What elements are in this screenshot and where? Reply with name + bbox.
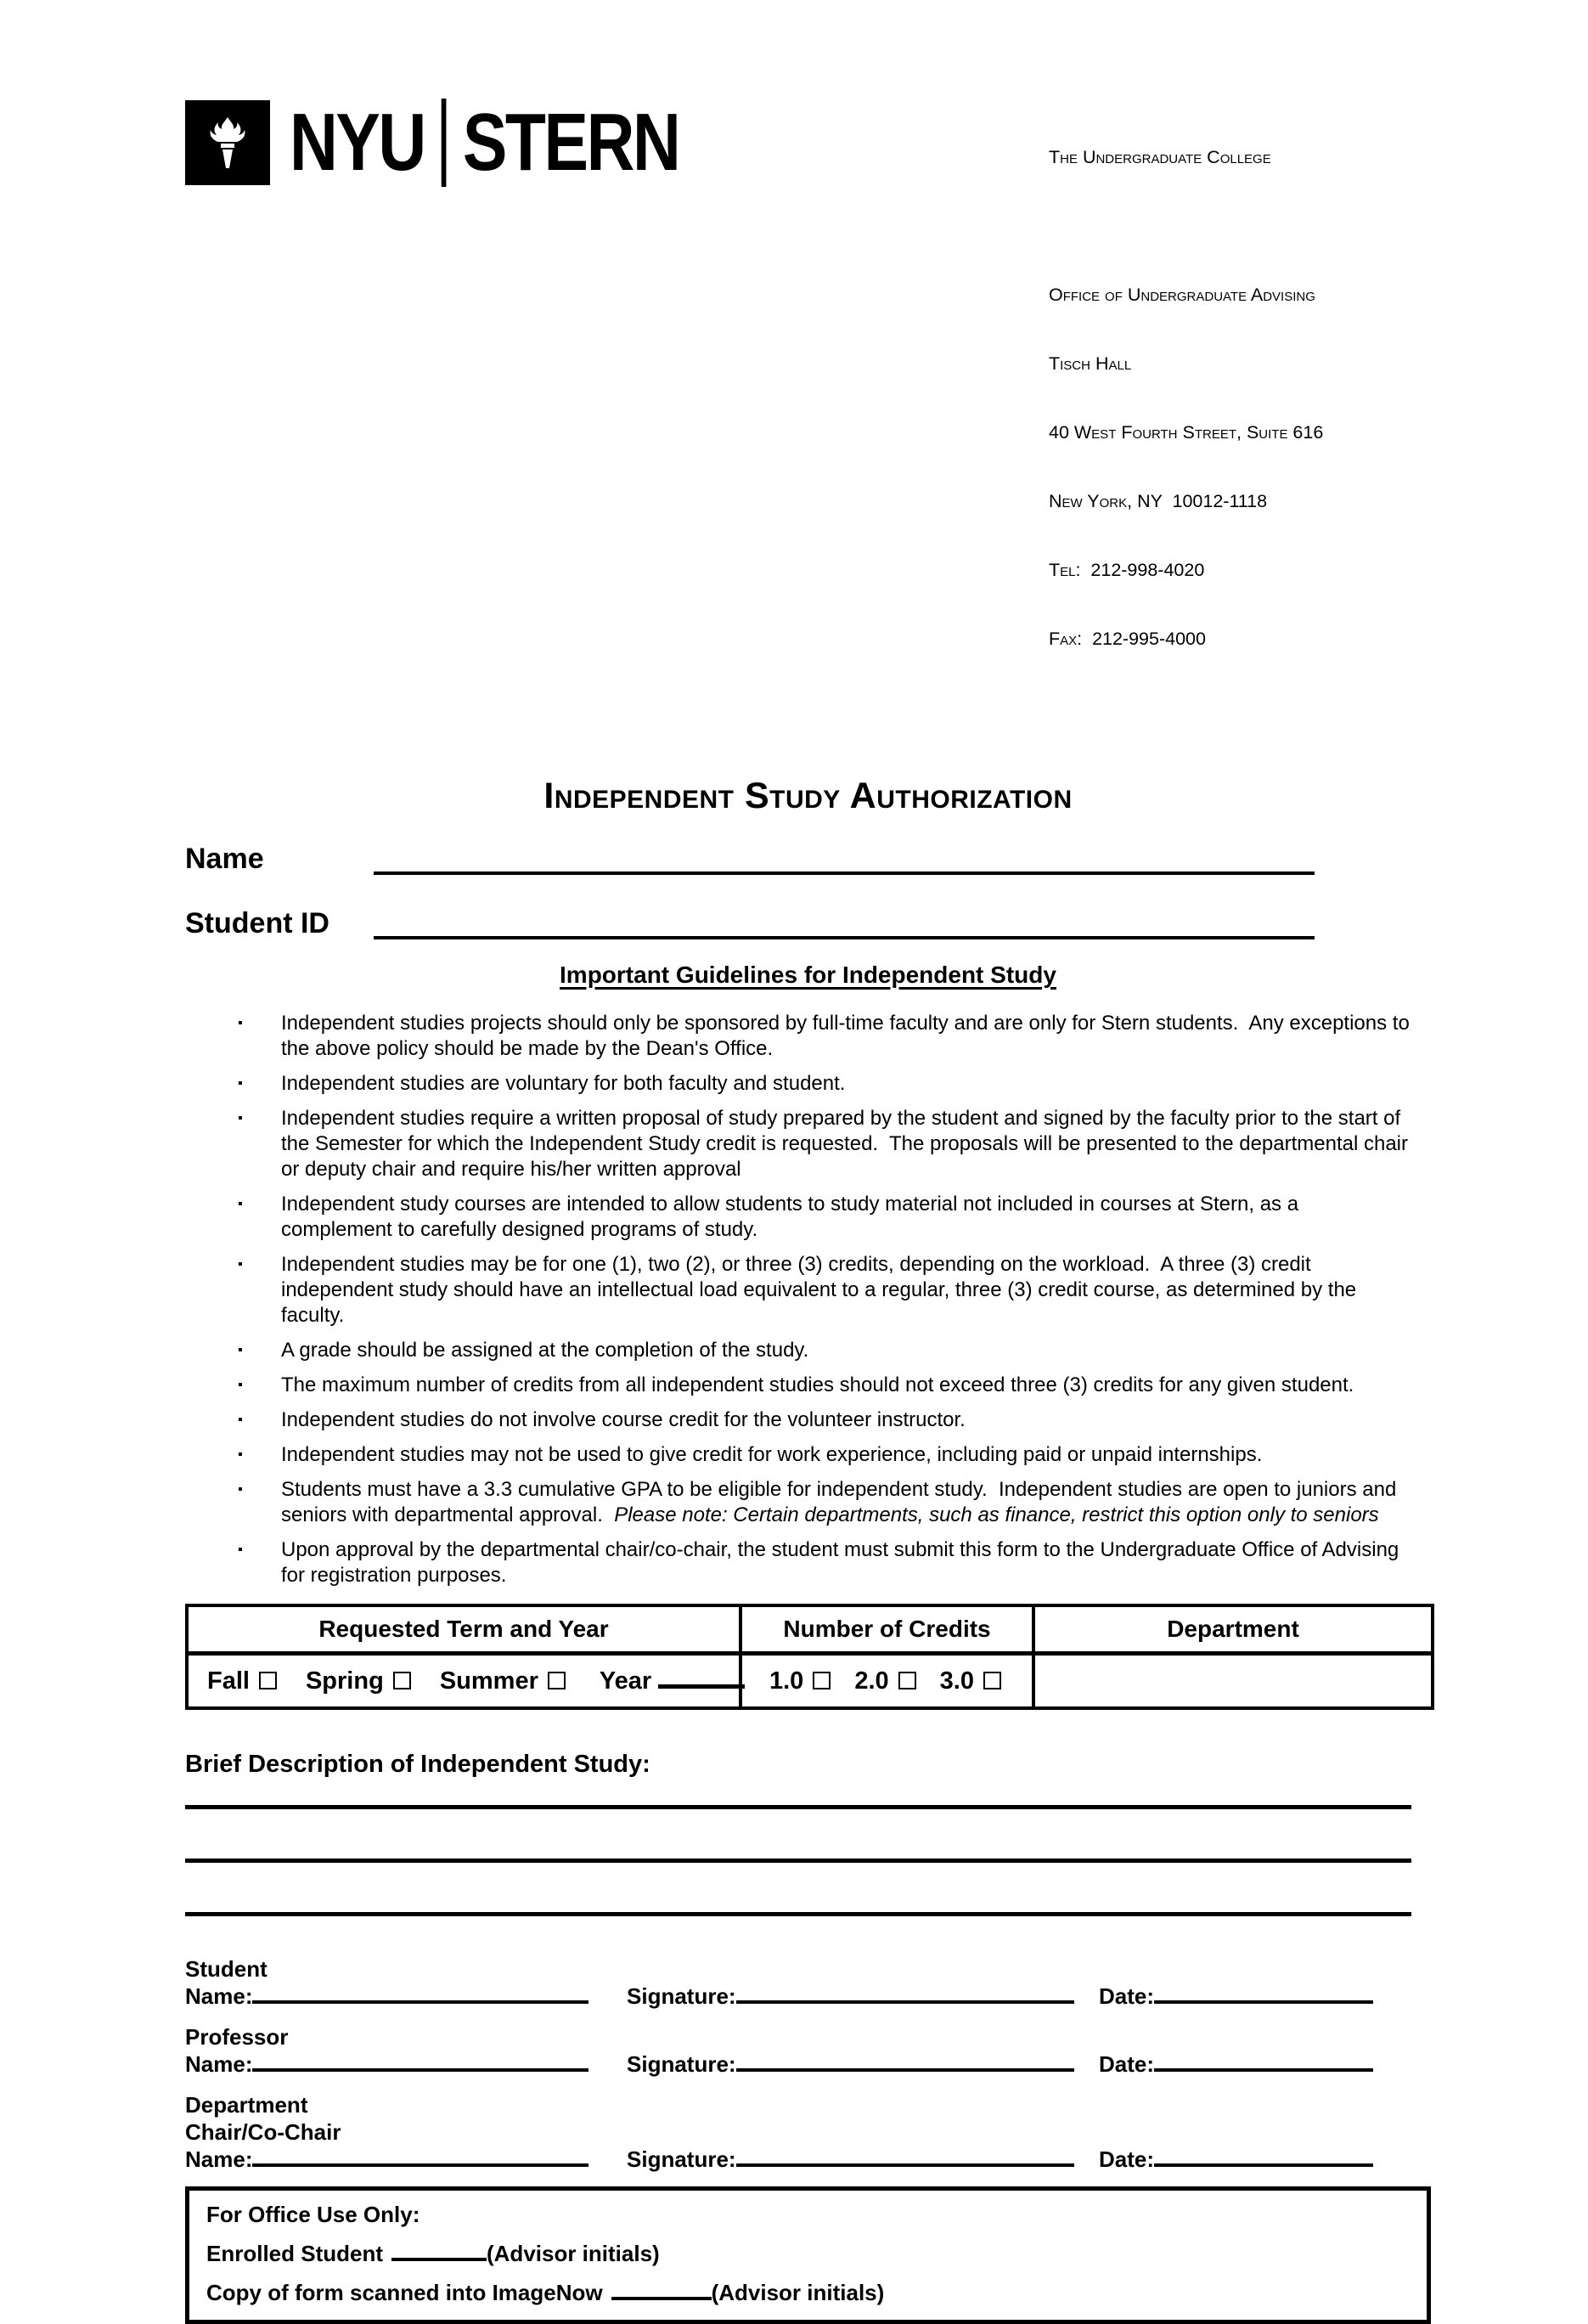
guideline-item: ▪ Independent studies projects should only be sponsored by full-time faculty and are only for Stern students. Any exceptions to the above policy should be made by the Dean's Office. <box>238 1012 1416 1060</box>
guidelines-list <box>236 1011 1416 1588</box>
bullet-icon: ▪ <box>238 1197 243 1211</box>
year-label: Year <box>599 1667 652 1695</box>
chair-date-cell <box>1099 2146 1431 2173</box>
column-header-department: Department <box>1033 1605 1433 1654</box>
role-label: Chair/Co-Chair <box>185 2119 341 2145</box>
professor-signature-cell <box>627 2050 1099 2078</box>
name-label: Name: <box>185 1983 253 2009</box>
credit-1-checkbox[interactable] <box>813 1672 831 1689</box>
enrolled-student-label: Enrolled Student <box>206 2241 383 2266</box>
office-use-box <box>185 2186 1431 2324</box>
term-cell <box>187 1654 741 1709</box>
student-id-label: Student ID <box>185 907 329 939</box>
address-line-fax: Fax: 212-995-4000 <box>1049 629 1206 649</box>
office-use-heading: For Office Use Only: <box>206 2202 420 2227</box>
bullet-icon: ▪ <box>238 1482 243 1497</box>
signature-label: Signature: <box>627 2146 736 2172</box>
student-id-field-row <box>185 905 1431 939</box>
address-line-tel: Tel: 212-998-4020 <box>1049 560 1205 580</box>
role-label: Professor <box>185 2024 289 2050</box>
nyu-wordmark: NYU <box>289 97 425 188</box>
credit-2-checkbox[interactable] <box>898 1672 916 1689</box>
guideline-item: ▪ Students must have a 3.3 cumulative GPA to be eligible for independent study. Independent studies are open to juniors and seniors with departmental approval. Please note: Certain departments, such as finance, restrict this option only to seniors <box>238 1478 1402 1526</box>
address-line-office: Office of Undergraduate Advising <box>1049 285 1315 305</box>
professor-date-line[interactable] <box>1154 2051 1373 2072</box>
summer-label: Summer <box>439 1667 538 1695</box>
bullet-icon: ▪ <box>238 1413 243 1427</box>
college-name: The Undergraduate College <box>1049 147 1271 167</box>
name-label: Name <box>185 843 264 875</box>
guideline-item: ▪ The maximum number of credits from all independent studies should not exceed three (3) credits for any given student. <box>238 1374 1354 1396</box>
column-header-term: Requested Term and Year <box>187 1605 741 1654</box>
guideline-item: ▪ Independent studies require a written proposal of study prepared by the student and signed by the faculty prior to the start of the Semester for which the Independent Study credit is requested. The proposals will be presented to the departmental chair or deputy chair and require his/her written approval <box>238 1107 1414 1181</box>
page-header <box>185 95 1431 697</box>
logo-wordmark <box>270 95 679 190</box>
guideline-item: ▪ A grade should be assigned at the completion of the study. <box>238 1339 809 1362</box>
bullet-icon: ▪ <box>238 1543 243 1557</box>
chair-signature-cell <box>627 2146 1099 2173</box>
professor-signature-line[interactable] <box>736 2051 1074 2072</box>
professor-date-cell <box>1099 2050 1431 2078</box>
professor-name-cell <box>185 2023 627 2078</box>
signature-section <box>185 1955 1431 2173</box>
guideline-note-italic: Please note: Certain departments, such as finance, restrict this option only to seniors <box>614 1503 1379 1526</box>
chair-name-cell <box>185 2091 627 2173</box>
signature-row-student <box>185 1955 1431 2010</box>
guideline-item: ▪ Independent studies may be for one (1), two (2), or three (3) credits, depending on the workload. A three (3) credit independent study should have an intellectual load equivalent to a regular, three (3) credit course, as determined by the faculty. <box>238 1253 1362 1327</box>
student-signature-line[interactable] <box>736 1983 1074 2004</box>
bullet-icon: ▪ <box>238 1111 243 1125</box>
imagenow-row <box>206 2279 1411 2306</box>
guidelines-heading: Important Guidelines for Independent Study <box>560 962 1056 988</box>
column-header-credits: Number of Credits <box>741 1605 1033 1654</box>
advisor-initials-label: (Advisor initials) <box>487 2241 660 2266</box>
fall-label: Fall <box>207 1667 250 1695</box>
address-line-street: 40 West Fourth Street, Suite 616 <box>1049 422 1324 443</box>
logo-divider <box>441 99 446 187</box>
year-field-line[interactable] <box>658 1667 745 1689</box>
table-data-row <box>187 1654 1433 1709</box>
date-label: Date: <box>1099 2051 1155 2077</box>
date-label: Date: <box>1099 1983 1155 2009</box>
page-title: Independent Study Authorization <box>543 776 1073 816</box>
student-date-line[interactable] <box>1154 1983 1373 2004</box>
summer-checkbox[interactable] <box>548 1672 566 1689</box>
imagenow-label: Copy of form scanned into ImageNow <box>206 2280 603 2305</box>
bullet-icon: ▪ <box>238 1257 243 1272</box>
address-line-hall: Tisch Hall <box>1049 353 1132 374</box>
stern-wordmark: STERN <box>462 97 679 188</box>
advisor-initials-label: (Advisor initials) <box>711 2280 885 2305</box>
enrolled-student-line[interactable] <box>391 2241 487 2261</box>
name-label: Name: <box>185 2051 253 2077</box>
description-heading: Brief Description of Independent Study: <box>185 1751 650 1778</box>
guideline-item: ▪ Independent study courses are intended to allow students to study material not included in courses at Stern, as a complement to carefully designed programs of study. <box>238 1193 1304 1241</box>
guideline-item: ▪ Independent studies do not involve course credit for the volunteer instructor. <box>238 1408 966 1431</box>
name-field-line[interactable] <box>374 841 1315 875</box>
description-line-1[interactable] <box>185 1780 1411 1809</box>
torch-icon <box>185 100 270 185</box>
guideline-item: ▪ Independent studies may not be used to give credit for work experience, including paid or unpaid internships. <box>238 1443 1263 1466</box>
student-id-field-line[interactable] <box>374 905 1315 939</box>
signature-row-chair <box>185 2091 1431 2173</box>
guideline-item: ▪ Independent studies are voluntary for both faculty and student. <box>238 1072 846 1095</box>
chair-signature-line[interactable] <box>736 2146 1074 2167</box>
nyu-stern-logo <box>185 95 769 190</box>
name-label: Name: <box>185 2146 253 2172</box>
student-signature-cell <box>627 1983 1099 2010</box>
guideline-item: ▪ Upon approval by the departmental chair/co-chair, the student must submit this form to the Undergraduate Office of Advising for registration purposes. <box>238 1538 1405 1587</box>
role-label: Student <box>185 1956 267 1982</box>
bullet-icon: ▪ <box>238 1016 243 1030</box>
spring-checkbox[interactable] <box>393 1672 411 1689</box>
credits-cell <box>741 1654 1033 1709</box>
bullet-icon: ▪ <box>238 1076 243 1091</box>
student-name-cell <box>185 1955 627 2010</box>
department-cell[interactable] <box>1033 1654 1433 1709</box>
address-spacer <box>1049 215 1431 238</box>
credit-3-label: 3.0 <box>939 1667 974 1695</box>
signature-label: Signature: <box>627 1983 736 2009</box>
description-line-2[interactable] <box>185 1809 1411 1863</box>
role-label: Department <box>185 2092 308 2118</box>
name-field-row <box>185 841 1431 875</box>
fall-checkbox[interactable] <box>259 1672 277 1689</box>
chair-date-line[interactable] <box>1154 2146 1373 2167</box>
date-label: Date: <box>1099 2146 1155 2172</box>
term-credits-table <box>185 1604 1434 1710</box>
office-address-block <box>1049 95 1431 697</box>
professor-name-line[interactable] <box>252 2051 588 2072</box>
bullet-icon: ▪ <box>238 1343 243 1357</box>
credit-2-label: 2.0 <box>854 1667 889 1695</box>
spring-label: Spring <box>305 1667 384 1695</box>
credit-1-label: 1.0 <box>769 1667 804 1695</box>
description-line-3[interactable] <box>185 1863 1411 1916</box>
bullet-icon: ▪ <box>238 1447 243 1462</box>
imagenow-line[interactable] <box>611 2280 712 2300</box>
student-date-cell <box>1099 1983 1431 2010</box>
table-header-row <box>187 1605 1433 1654</box>
signature-label: Signature: <box>627 2051 736 2077</box>
chair-name-line[interactable] <box>252 2146 588 2167</box>
student-name-line[interactable] <box>252 1983 588 2004</box>
credit-3-checkbox[interactable] <box>983 1672 1001 1689</box>
enrolled-student-row <box>206 2240 1411 2267</box>
address-line-city: New York, NY 10012-1118 <box>1049 491 1268 511</box>
bullet-icon: ▪ <box>238 1378 243 1392</box>
signature-row-professor <box>185 2023 1431 2078</box>
